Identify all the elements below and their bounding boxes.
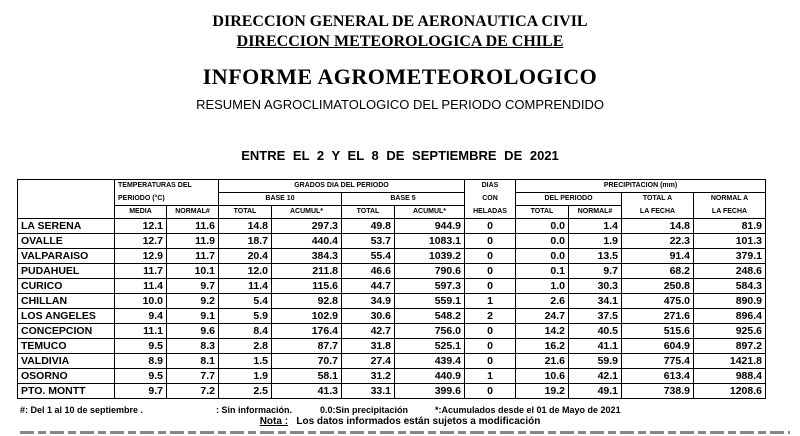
normal-fecha-header-2: LA FECHA [694,206,766,219]
cell-normal: 10.1 [167,264,219,279]
precip-header: PRECIPITACION (mm) [516,180,766,193]
table-row [18,339,766,354]
table-row [18,354,766,369]
cell-b5-total: 33.1 [342,384,395,399]
footnote-no-info: : Sin información. [216,405,293,415]
normal-fecha-header-1: NORMAL A [694,193,766,206]
cell-b5-acumul: 548.2 [395,309,465,324]
cell-b10-total: 1.9 [219,369,272,384]
cell-station: CONCEPCION [18,324,115,339]
footnote-period: #: Del 1 al 10 de septiembre . [20,405,144,415]
cell-total-fecha: 14.8 [622,219,694,234]
cell-b10-total: 2.8 [219,339,272,354]
cell-heladas: 0 [465,324,516,339]
cell-station: LOS ANGELES [18,309,115,324]
cell-normal-fecha: 379.1 [694,249,766,264]
cell-normal-fecha: 925.6 [694,324,766,339]
cell-b5-total: 31.2 [342,369,395,384]
cell-p-total: 0.0 [516,249,569,264]
cell-media: 11.7 [115,264,167,279]
table-row [18,384,766,399]
cell-b10-total: 1.5 [219,354,272,369]
report-title: INFORME AGROMETEOROLOGICO [202,64,598,89]
cell-heladas: 2 [465,309,516,324]
cell-station: VALPARAISO [18,249,115,264]
cell-p-normal: 49.1 [569,384,622,399]
cell-b5-total: 30.6 [342,309,395,324]
header-line-1: DIRECCION GENERAL DE AERONAUTICA CIVIL [212,13,588,30]
cell-media: 9.7 [115,384,167,399]
cell-b10-acumul: 297.3 [272,219,342,234]
b5-acumul-header: ACUMUL* [395,206,465,219]
cell-heladas: 0 [465,219,516,234]
cell-b5-acumul: 944.9 [395,219,465,234]
nota-text: Los datos informados están sujetos a modificación [296,416,541,427]
cell-station: CURICO [18,279,115,294]
cell-media: 9.4 [115,309,167,324]
cell-normal-fecha: 897.2 [694,339,766,354]
footnote-no-precip: 0.0:Sin precipitación [320,405,409,415]
cell-b5-acumul: 597.3 [395,279,465,294]
cell-media: 11.1 [115,324,167,339]
cell-p-total: 1.0 [516,279,569,294]
cropped-text-line [20,429,790,436]
cell-station: LA SERENA [18,219,115,234]
cell-b5-acumul: 790.6 [395,264,465,279]
cell-p-normal: 9.7 [569,264,622,279]
report-period: ENTRE EL 2 Y EL 8 DE SEPTIEMBRE DE 2021 [241,148,559,163]
cell-p-normal: 34.1 [569,294,622,309]
cell-heladas: 0 [465,264,516,279]
cell-b5-total: 31.8 [342,339,395,354]
cell-station: CHILLAN [18,294,115,309]
cell-total-fecha: 515.6 [622,324,694,339]
cell-station: VALDIVIA [18,354,115,369]
cell-heladas: 0 [465,279,516,294]
table-row [18,249,766,264]
cell-b10-total: 5.4 [219,294,272,309]
base5-header: BASE 5 [342,193,465,206]
cell-normal: 9.2 [167,294,219,309]
cell-station: PTO. MONTT [18,384,115,399]
cell-normal: 8.3 [167,339,219,354]
cell-b5-total: 27.4 [342,354,395,369]
cell-b10-total: 14.8 [219,219,272,234]
cell-p-total: 14.2 [516,324,569,339]
cell-b5-total: 42.7 [342,324,395,339]
cell-station: TEMUCO [18,339,115,354]
cell-p-total: 0.0 [516,219,569,234]
cell-p-total: 24.7 [516,309,569,324]
report-subtitle: RESUMEN AGROCLIMATOLOGICO DEL PERIODO COMPRENDIDO [196,97,604,112]
cell-p-normal: 41.1 [569,339,622,354]
cell-p-total: 0.0 [516,234,569,249]
cell-total-fecha: 91.4 [622,249,694,264]
cell-normal: 11.7 [167,249,219,264]
table-row [18,369,766,384]
table-row [18,324,766,339]
cell-b10-total: 5.9 [219,309,272,324]
station-rows [18,219,766,399]
nota-label: Nota : [259,416,289,427]
cell-p-total: 10.6 [516,369,569,384]
cell-b5-total: 55.4 [342,249,395,264]
agro-data-table [17,179,766,399]
cell-media: 12.7 [115,234,167,249]
nota-line [0,416,800,428]
media-header: MEDIA [115,206,167,219]
table-row [18,234,766,249]
base10-header: BASE 10 [219,193,342,206]
cell-b5-acumul: 559.1 [395,294,465,309]
cell-normal: 11.9 [167,234,219,249]
station-header-cell [18,180,115,193]
cell-p-normal: 59.9 [569,354,622,369]
cell-p-total: 19.2 [516,384,569,399]
cell-heladas: 0 [465,249,516,264]
cell-total-fecha: 613.4 [622,369,694,384]
cell-b5-total: 53.7 [342,234,395,249]
cell-normal-fecha: 81.9 [694,219,766,234]
cell-p-normal: 40.5 [569,324,622,339]
cell-normal-fecha: 890.9 [694,294,766,309]
footnotes [20,405,790,416]
cell-total-fecha: 738.9 [622,384,694,399]
cell-p-normal: 1.4 [569,219,622,234]
cell-media: 11.4 [115,279,167,294]
cell-total-fecha: 775.4 [622,354,694,369]
cell-total-fecha: 22.3 [622,234,694,249]
table-row [18,309,766,324]
cell-b5-total: 46.6 [342,264,395,279]
p-total-header: TOTAL [516,206,569,219]
dias-header-2: CON [465,193,516,206]
cell-normal: 11.6 [167,219,219,234]
cell-media: 12.9 [115,249,167,264]
cell-b10-acumul: 440.4 [272,234,342,249]
header-row-3 [18,206,766,219]
cell-b5-acumul: 1039.2 [395,249,465,264]
cell-b10-acumul: 176.4 [272,324,342,339]
header-row-1 [18,180,766,193]
cell-normal-fecha: 896.4 [694,309,766,324]
cell-normal-fecha: 1208.6 [694,384,766,399]
cell-b5-acumul: 439.4 [395,354,465,369]
dias-header-1: DIAS [465,180,516,193]
p-normal-header: NORMAL# [569,206,622,219]
cell-b5-acumul: 399.6 [395,384,465,399]
cell-p-normal: 37.5 [569,309,622,324]
cell-heladas: 0 [465,384,516,399]
cell-b10-total: 12.0 [219,264,272,279]
cell-normal-fecha: 101.3 [694,234,766,249]
cell-media: 12.1 [115,219,167,234]
cell-heladas: 0 [465,234,516,249]
cell-b5-total: 34.9 [342,294,395,309]
cell-normal: 9.1 [167,309,219,324]
cell-heladas: 1 [465,369,516,384]
cell-b10-total: 20.4 [219,249,272,264]
cell-normal-fecha: 988.4 [694,369,766,384]
cell-total-fecha: 250.8 [622,279,694,294]
cell-station: PUDAHUEL [18,264,115,279]
cell-heladas: 0 [465,339,516,354]
header-row-2 [18,193,766,206]
cell-media: 9.5 [115,369,167,384]
cell-b10-total: 2.5 [219,384,272,399]
b10-total-header: TOTAL [219,206,272,219]
cell-b10-acumul: 87.7 [272,339,342,354]
cell-b10-acumul: 102.9 [272,309,342,324]
del-periodo-header: DEL PERIODO [516,193,622,206]
cell-station: OVALLE [18,234,115,249]
table-row [18,279,766,294]
cell-normal: 8.1 [167,354,219,369]
dias-header-3: HELADAS [465,206,516,219]
cell-b5-acumul: 440.9 [395,369,465,384]
cell-b5-total: 44.7 [342,279,395,294]
cell-b10-total: 11.4 [219,279,272,294]
cell-b5-acumul: 1083.1 [395,234,465,249]
cell-b10-acumul: 41.3 [272,384,342,399]
cell-b10-acumul: 58.1 [272,369,342,384]
cell-total-fecha: 475.0 [622,294,694,309]
cell-p-normal: 42.1 [569,369,622,384]
cell-b10-total: 8.4 [219,324,272,339]
temp-header-2: PERIODO (°C) [115,193,219,206]
cell-normal-fecha: 584.3 [694,279,766,294]
cell-p-normal: 13.5 [569,249,622,264]
cell-p-total: 21.6 [516,354,569,369]
cell-b5-acumul: 525.1 [395,339,465,354]
cell-heladas: 1 [465,294,516,309]
cell-normal: 9.7 [167,279,219,294]
cell-media: 10.0 [115,294,167,309]
table-row [18,264,766,279]
cell-total-fecha: 271.6 [622,309,694,324]
total-fecha-header-2: LA FECHA [622,206,694,219]
header-line-2: DIRECCION METEOROLOGICA DE CHILE [236,33,564,50]
cell-normal-fecha: 248.6 [694,264,766,279]
table-row [18,294,766,309]
cell-heladas: 0 [465,354,516,369]
cell-p-total: 16.2 [516,339,569,354]
cell-normal-fecha: 1421.8 [694,354,766,369]
cell-b10-acumul: 70.7 [272,354,342,369]
b10-acumul-header: ACUMUL* [272,206,342,219]
cell-b10-total: 18.7 [219,234,272,249]
b5-total-header: TOTAL [342,206,395,219]
cell-b5-total: 49.8 [342,219,395,234]
cell-normal: 7.2 [167,384,219,399]
normal-temp-header: NORMAL# [167,206,219,219]
footnote-accumulated: *:Acumulados desde el 01 de Mayo de 2021 [435,405,621,415]
cell-media: 8.9 [115,354,167,369]
table-row [18,219,766,234]
cell-b10-acumul: 115.6 [272,279,342,294]
temp-header: TEMPERATURAS DEL [115,180,219,193]
cell-b10-acumul: 211.8 [272,264,342,279]
cell-b10-acumul: 92.8 [272,294,342,309]
cell-media: 9.5 [115,339,167,354]
cell-station: OSORNO [18,369,115,384]
cell-p-total: 2.6 [516,294,569,309]
total-fecha-header-1: TOTAL A [622,193,694,206]
cell-normal: 7.7 [167,369,219,384]
grados-header: GRADOS DIA DEL PERIODO [219,180,465,193]
cell-total-fecha: 604.9 [622,339,694,354]
cell-normal: 9.6 [167,324,219,339]
cell-b10-acumul: 384.3 [272,249,342,264]
cell-p-normal: 1.9 [569,234,622,249]
cell-p-total: 0.1 [516,264,569,279]
cell-p-normal: 30.3 [569,279,622,294]
cell-b5-acumul: 756.0 [395,324,465,339]
cell-total-fecha: 68.2 [622,264,694,279]
